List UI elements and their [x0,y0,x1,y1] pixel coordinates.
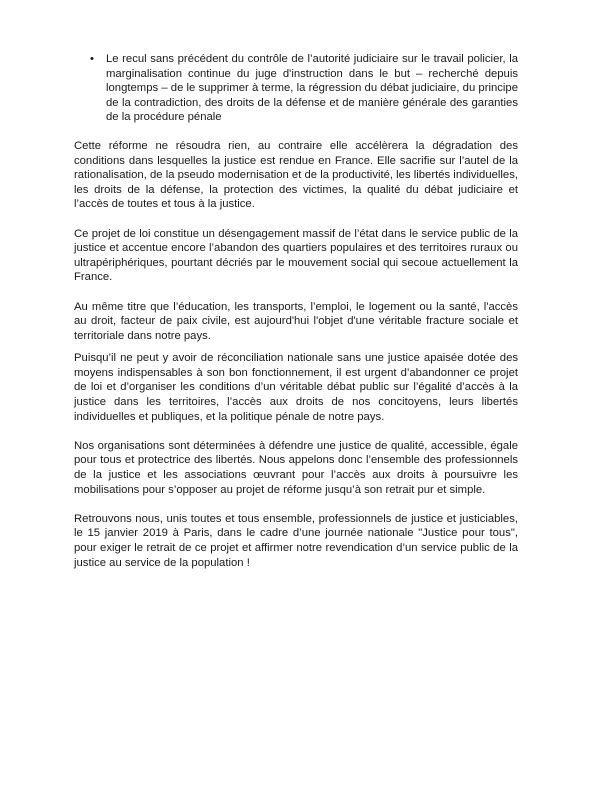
bullet-text: Le recul sans précédent du contrôle de l’autorité judiciaire sur le travail policier, la marginalisation continue du juge d'instruction dans le but – recherché depuis longtemps – de le supprimer à terme, la régression du débat judiciaire, du principe de la contradiction, des droits de la défense et de manière générale des garanties de la procédure pénale [106,53,518,124]
bullet-item [74,52,518,125]
paragraph-call-to-action: Retrouvons nous, unis toutes et tous ensemble, professionnels de justice et justiciables, le 15 janvier 2019 à Paris, dans le cadre d’une journée nationale "Justice pour tous", pour exiger le retrait de ce projet et affirmer notre revendication d’un service public de la justice au service de la population ! [74,512,518,569]
bullet-list [74,52,518,125]
paragraph-access-to-law: Au même titre que l’éducation, les transports, l’emploi, le logement ou la santé, l'accès au droit, facteur de paix civile, est aujourd'hui l'objet d'une véritable fracture sociale et territoriale dans notre pays. [74,300,518,342]
paragraph-reconciliation: Puisqu’il ne peut y avoir de réconciliation nationale sans une justice apaisée dotée des moyens indispensables à son bon fonctionnement, il est urgent d’abandonner ce projet de loi et d’organiser les conditions d’un véritable débat public sur l’égalité d’accès à la justice dans les territoires, l’accès aux droits de nos concitoyens, leurs libertés individuelles et publiques, et la politique pénale de notre pays. [74,352,518,423]
bullet-marker: • [90,53,94,65]
paragraph-state-disengagement: Ce projet de loi constitue un désengagement massif de l’état dans le service public de la justice et accentue encore l’abandon des quartiers populaires et des territoires ruraux ou ultrapériphériques, pourtant décriés par le mouvement social qui secoue actuellement la France. [74,227,518,284]
document-page [74,52,518,585]
paragraph-reform-consequences: Cette réforme ne résoudra rien, au contraire elle accélèrera la dégradation des conditions dans lesquelles la justice est rendue en France. Elle sacrifie sur l’autel de la rationalisation, de la pseudo modernisation et de la productivité, les libertés individuelles, les droits de la défense, la protection des victimes, la qualité du débat judiciaire et l’accès de toutes et tous à la justice. [74,139,518,211]
paragraph-organisations: Nos organisations sont déterminées à défendre une justice de qualité, accessible, égale pour tous et protectrice des libertés. Nous appelons donc l’ensemble des professionnels de la justice et les associations œuvrant pour l’accès aux droits à poursuivre les mobilisations pour s’opposer au projet de réforme jusqu’à son retrait pur et simple. [74,439,518,496]
